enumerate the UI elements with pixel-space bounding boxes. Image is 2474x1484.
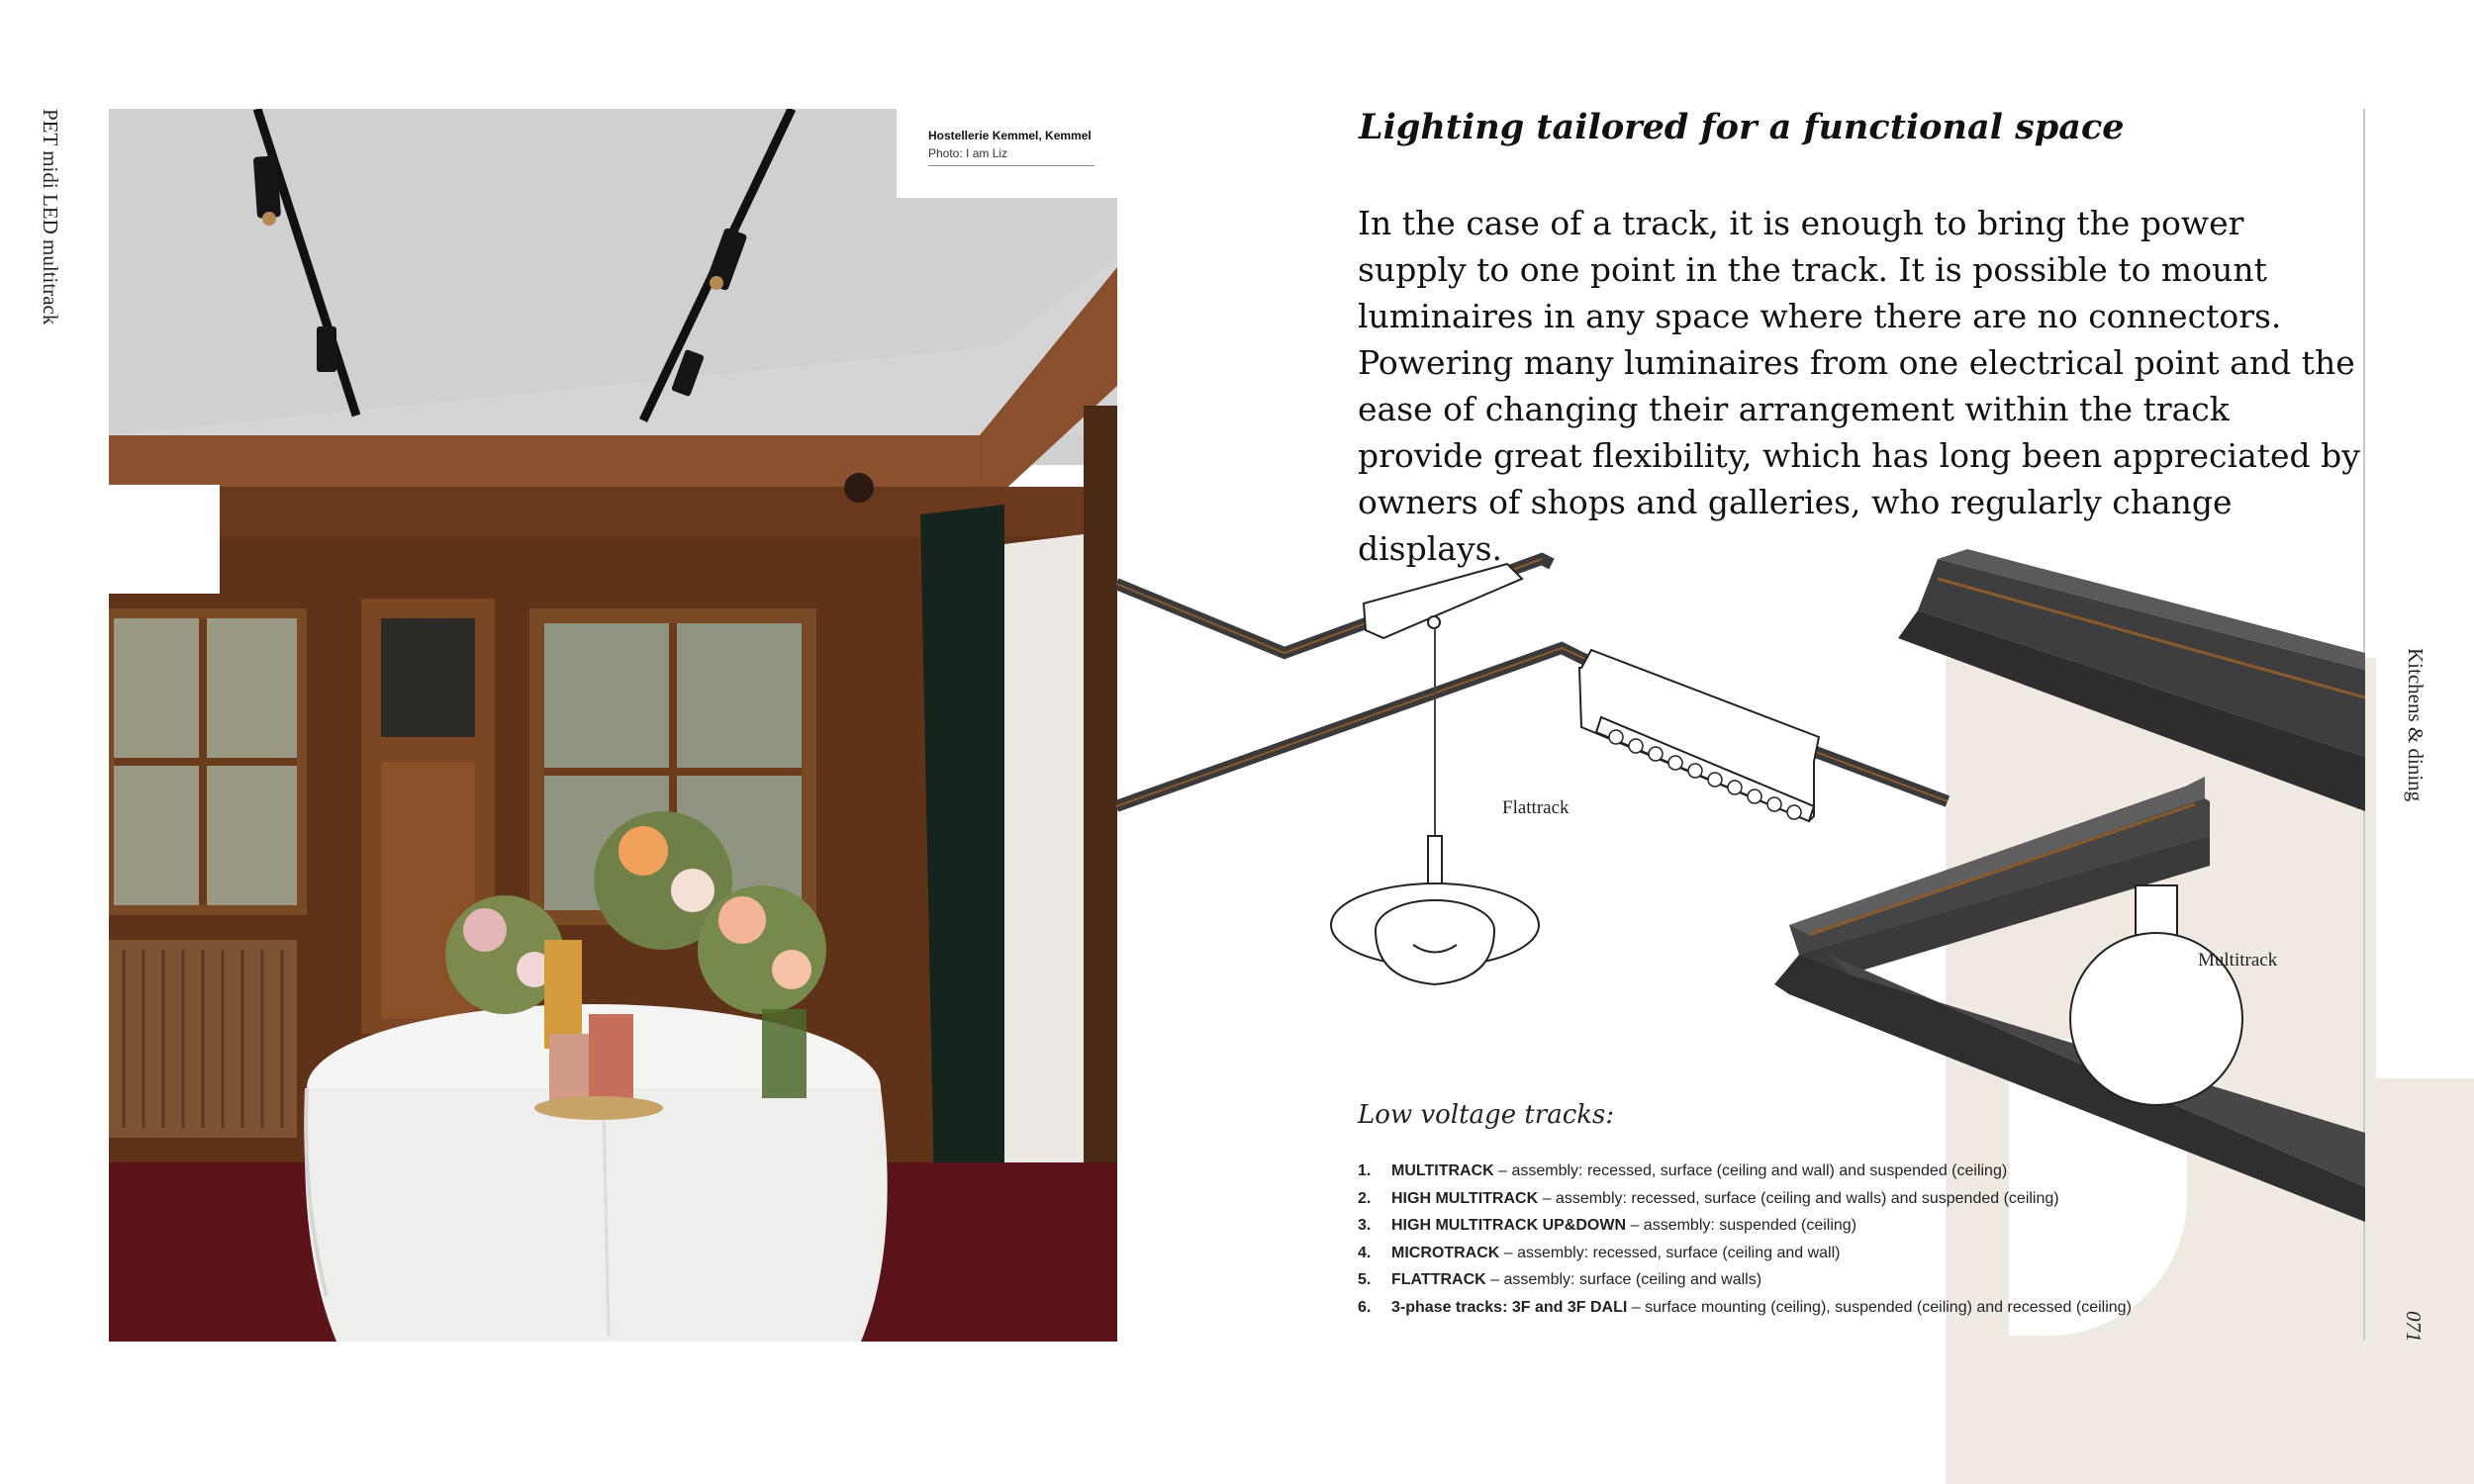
page-number: 071 (2402, 1311, 2426, 1343)
list-item: 1. MULTITRACK – assembly: recessed, surface (ceiling and wall) and suspended (ceiling) (1358, 1162, 2008, 1179)
body-paragraph: In the case of a track, it is enough to bring the power supply to one point in the track. It is possible to mount luminaires in any space where there are no connectors. Powering many luminaires from one electrical point and the ease of changing their arrangement within the track provide great flexibility, which has long been appreciated by owners of shops and galleries, who regularly change displays. (1358, 204, 2360, 568)
credit-rule (928, 165, 1094, 166)
list-item: 4. MICROTRACK – assembly: recessed, surface (ceiling and wall) (1358, 1244, 1841, 1261)
photo-credit: Photo: I am Liz (928, 146, 1008, 160)
list-heading: Low voltage tracks: (1358, 1100, 1615, 1130)
track-systems-diagram (1116, 539, 2365, 1222)
page-title: Lighting tailored for a functional space (1359, 107, 2125, 147)
label-multitrack: Multitrack (2198, 950, 2278, 971)
photo-white-inset (109, 485, 220, 594)
list-item: 3. HIGH MULTITRACK UP&DOWN – assembly: suspended (ceiling) (1358, 1217, 1857, 1234)
label-flattrack: Flattrack (1502, 797, 1570, 818)
photo-location: Hostellerie Kemmel, Kemmel (928, 129, 1092, 142)
track-types-list (1358, 1162, 2387, 1326)
interior-photo (109, 109, 1117, 1342)
list-item: 2. HIGH MULTITRACK – assembly: recessed, surface (ceiling and walls) and suspended (ceiling) (1358, 1189, 2059, 1207)
list-item: 6. 3-phase tracks: 3F and 3F DALI – surface mounting (ceiling), suspended (ceiling) and recessed (ceiling) (1358, 1298, 2132, 1316)
section-label-right: Kitchens & dining (2404, 648, 2427, 802)
running-header-left: PET midi LED multitrack (39, 109, 62, 325)
list-item: 5. FLATTRACK – assembly: surface (ceiling and walls) (1358, 1271, 1762, 1288)
